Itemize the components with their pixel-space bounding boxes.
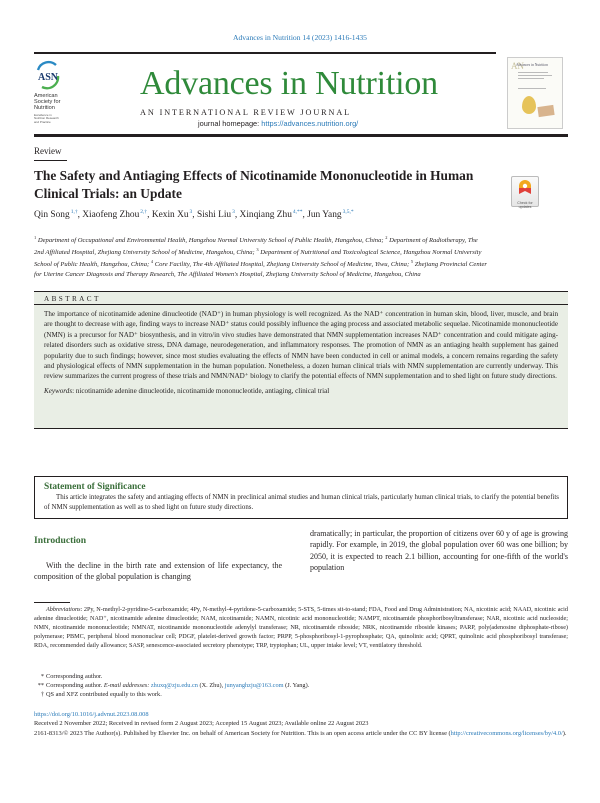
affiliation-number: 2 bbox=[385, 235, 388, 240]
asn-tagline-line: and Practice bbox=[34, 119, 51, 124]
affiliation-number: 1 bbox=[34, 235, 37, 240]
abbreviations-label: Abbreviations bbox=[46, 606, 81, 613]
asn-tagline-line: Excellence in bbox=[34, 112, 52, 117]
significance-box bbox=[34, 476, 568, 519]
footnote-corresponding-1: * Corresponding author. bbox=[40, 673, 103, 680]
homepage-link[interactable]: https://advances.nutrition.org/ bbox=[261, 119, 359, 128]
abbreviations bbox=[34, 605, 568, 650]
masthead-rule-bottom bbox=[34, 134, 568, 137]
significance-body: This article integrates the safety and antiaging effects of NMN in preclinical animal studies and human clinical trials, particularly human clinical trials, to clarify the potential benefits of NMN supplementation as well as to shed light on future study directions. bbox=[44, 494, 559, 511]
footnote-rule bbox=[34, 602, 70, 603]
footnotes bbox=[34, 672, 568, 699]
cover-mark: AN bbox=[511, 61, 524, 71]
affiliation: Core Facility, The 4th Affiliated Hospital, Zhejiang University School of Medicine, Yiwu, China; bbox=[154, 261, 411, 269]
asn-tagline-line: Nutrition Research bbox=[34, 116, 59, 121]
introduction-right-column: dramatically; in particular, the proportion of citizens over 60 y of age is growing rapidly. For example, in 2019, the global population over 60 was one billion; by 2050, it is expected to reach 2.1 billion, accounting for one-fifth of the world's population bbox=[310, 529, 568, 572]
email-link[interactable]: zhuxq@zju.edu.cn bbox=[150, 682, 198, 690]
masthead-rule-top bbox=[34, 52, 496, 54]
affiliations bbox=[34, 233, 489, 279]
license-link[interactable]: http://creativecommons.org/licenses/by/4.0/ bbox=[450, 730, 563, 737]
journal-cover-thumbnail[interactable] bbox=[507, 57, 563, 129]
keywords-list: : nicotinamide adenine dinucleotide, nicotinamide mononucleotide, antiaging, clinical trial bbox=[72, 386, 330, 395]
author[interactable]: Jun Yang$^{3,5,*}$ bbox=[307, 209, 354, 220]
footnote-corresponding-2: ** Corresponding author. E-mail addresses: zhuxq@zju.edu.cn (X. Zhu), junyanghzju@163.com (J. Yang). bbox=[37, 682, 310, 690]
author[interactable]: Kexin Xu$^3$ bbox=[151, 209, 193, 220]
author[interactable]: Xinqiang Zhu$^{4,**}$ bbox=[239, 209, 303, 220]
article-title: The Safety and Antiaging Effects of Nicotinamide Mononucleotide in Human Clinical Trials: an Update bbox=[34, 168, 474, 201]
check-for-updates-button[interactable] bbox=[511, 176, 539, 207]
abstract-body: The importance of nicotinamide adenine dinucleotide (NAD⁺) in human physiology is well recognized. As the NAD⁺ concentration in human skin, blood, liver, muscle, and brain are thought to decrease with age, finding ways to increase NAD⁺ status could possibly influence the aging process and associated metabolic sequelae. Nicotinamide mononucleotide (NMN) is a precursor for NAD⁺ biosynthesis, and in vitro/in vivo studies have demonstrated that NMN supplementation increases NAD⁺ concentration and could mitigate aging-related disorders such as oxidative stress, DNA damage, neurodegeneration, and inflammatory responses. The promotion of NMN as an antiaging health supplement has gained popularity due to such findings; however, since most studies evaluating the effects of NMN have been conducted in cell or animal models, a concern remains regarding the safety and physiological effects of NMN supplementation in the human population. Nonetheless, a dozen human clinical trials with NMN supplementation are currently underway. This review summarizes the current progress of these trials and NMN/NAD⁺ biology to clarify the potential effects of NMN supplementation and to shed light on future study directions. bbox=[44, 310, 558, 381]
crossmark-icon bbox=[518, 179, 532, 195]
affiliation: Department of Occupational and Environmental Health, Hangzhou Normal University School of Public Health, Hangzhou, China; bbox=[37, 237, 386, 244]
cover-title: Advances in Nutrition bbox=[516, 63, 548, 67]
affiliation: Department of Radiotherapy, The 2nd Affiliated Hospital, Zhejiang University School of Medicine, Hangzhou, China; bbox=[34, 237, 478, 257]
footnote-equal-contribution: † QS and XFZ contributed equally to this work. bbox=[40, 691, 162, 699]
affiliation-number: 4 bbox=[150, 259, 154, 265]
license-statement: 2161-8313/© 2023 The Author(s). Published by Elsevier Inc. on behalf of American Society for Nutrition. This is an open access article under the CC BY license (http://creativecommons.org/licenses/by/4.0/). bbox=[34, 730, 567, 737]
asn-name-line: Nutrition bbox=[34, 105, 55, 112]
abbreviations-text: : 2Py, N-methyl-2-pyridine-5-carboxamide; 4Py, N-methyl-4-pyridone-5-carboxamide; 5-STS, 5-times sit-to-stand; FDA, Food and Drug Administration; NA, nicotinic acid; NAAD, nicotinic acid adenine dinucleotide; NAD⁺, nicotinamide adenine dinucleotide; NAM, nicotinamide; NAMN, nicotinic acid mononucleotide; NAMPT, nicotinamide phosphoribosyltransferase; NAR, nicotinic acid nucleoside; NMN, nicotinamide mononucleotide; NMNAT, nicotinamide mononucleotide adenylyl transferase; NR, nicotinamide riboside; NRK, nicotinamide riboside kinases; PARP, poly(adenosine diphosphate-ribose) polymerase; PBMC, peripheral blood mononuclear cell; PDGF, platelet-derived growth factor; PRPP, 5-phosphoribosyl-1-pyrophosphate; QA, quinolinic acid; QPRT, quinolinic acid phosphoribosyl transferase; RDA, recommended daily allowance; SASP, senescence-associated secretory phenotype; TRP, tryptophan; UL, upper intake level; VT, ventilatory threshold. bbox=[34, 606, 568, 650]
abstract-box bbox=[34, 291, 568, 429]
journal-subtitle: AN INTERNATIONAL REVIEW JOURNAL bbox=[140, 108, 352, 117]
publication-dates: Received 2 November 2022; Received in revised form 2 August 2023; Accepted 15 August 2023; Available online 22 August 2023 bbox=[34, 720, 369, 727]
running-head: Advances in Nutrition 14 (2023) 1416-1435 bbox=[233, 33, 367, 42]
significance-title: Statement of Significance bbox=[44, 482, 146, 492]
introduction-left-column: With the decline in the birth rate and extension of life expectancy, the composition of the global population is changing bbox=[34, 561, 282, 582]
author[interactable]: Qin Song$^{1,\dagger}$ bbox=[34, 209, 78, 220]
crossmark-label: Check for updates bbox=[517, 201, 533, 209]
author-list: Qin Song$^{1,\dagger}$, Xiaofeng Zhou$^{2,\dagger}$, Kexin Xu$^3$, Sishi Liu$^3$, Xinqiang Zhu$^{4,**}$, Jun Yang$^{3,5,*}$ bbox=[34, 209, 354, 220]
author[interactable]: Xiaofeng Zhou$^{2,\dagger}$ bbox=[82, 209, 148, 220]
asn-logo-mark-icon bbox=[34, 60, 60, 90]
svg-text:ASN: ASN bbox=[37, 72, 59, 83]
article-type-underline bbox=[34, 160, 67, 161]
asn-name-line: Society for bbox=[34, 99, 61, 106]
cover-hand-illustration-icon bbox=[537, 105, 554, 117]
cover-drop-illustration-icon bbox=[522, 96, 536, 114]
doi-link[interactable]: https://doi.org/10.1016/j.advnut.2023.08.008 bbox=[34, 711, 149, 718]
affiliation-number: 5 bbox=[410, 259, 414, 265]
keywords-label: Keywords bbox=[44, 386, 73, 395]
abstract-heading: ABSTRACT bbox=[34, 292, 568, 305]
affiliation: Department of Nutritional and Toxicological Science, Hangzhou Normal University School of Public Health, Hangzhou, China; bbox=[34, 249, 482, 269]
author[interactable]: Sishi Liu$^3$ bbox=[196, 209, 235, 220]
journal-title: Advances in Nutrition bbox=[140, 65, 438, 102]
homepage-label: journal homepage: bbox=[198, 119, 262, 128]
affiliation: Zhejiang Provincial Center for Uterine Cancer Diagnosis and Therapy Research, The Affiliated Women's Hospital, Zhejiang University School of Medicine, Hangzhou, China bbox=[34, 261, 487, 278]
journal-homepage bbox=[198, 119, 358, 128]
keywords bbox=[34, 382, 568, 396]
asn-logo bbox=[34, 60, 94, 130]
introduction-heading: Introduction bbox=[34, 535, 87, 546]
asn-name-line: American bbox=[34, 93, 58, 99]
article-type: Review bbox=[34, 146, 62, 156]
email-link[interactable]: junyanghzju@163.com bbox=[224, 682, 284, 690]
affiliation-number: 3 bbox=[256, 247, 259, 253]
